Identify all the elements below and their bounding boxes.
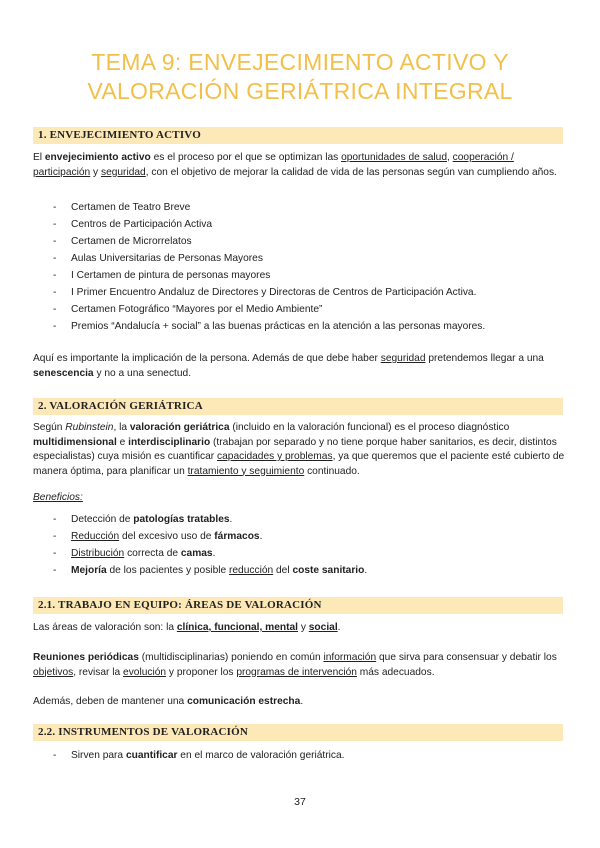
section-heading-2: 2. VALORACIÓN GERIÁTRICA: [33, 398, 563, 415]
list-item: - I Primer Encuentro Andaluz de Directores y Directoras de Centros de Participación Activa.: [33, 284, 565, 301]
section-2-paragraph: Según Rubinstein, la valoración geriátrica (incluido en la valoración funcional) es el proceso diagnóstico multidimensional e interdisciplinario (trabajan por separado y no tiene porque haber sanitarios, es decir, distintos especialistas) cuya misión es cuantificar capacidades y problemas, ya que queremos que el paciente esté cubierto de manera óptima, para planificar un tratamiento y seguimiento continuado.: [33, 422, 565, 477]
list-item: - Certamen Fotográfico “Mayores por el Medio Ambiente”: [33, 301, 565, 318]
section-1-paragraph: El envejecimiento activo es el proceso por el que se optimizan las oportunidades de salud, cooperación / participación y seguridad, con el objetivo de mejorar la calidad de vida de las personas según van cumpliendo años.: [33, 152, 557, 178]
list-item: - Reducción del excesivo uso de fármacos.: [33, 528, 565, 545]
section-2-1-paragraph-2: Reuniones periódicas (multidisciplinarias) poniendo en común información que sirva para consensuar y debatir los objetivos, revisar la evolución y proponer los programas de intervención más adecuados.: [33, 652, 557, 678]
title-line-2: VALORACIÓN GERIÁTRICA INTEGRAL: [87, 78, 513, 104]
section-heading-2-1: 2.1. TRABAJO EN EQUIPO: ÁREAS DE VALORACIÓN: [33, 597, 563, 614]
page-title: [0, 48, 600, 106]
benefits-label: Beneficios:: [33, 492, 83, 503]
activities-list: [33, 199, 565, 335]
page-number: 37: [294, 796, 306, 808]
list-item: - I Certamen de pintura de personas mayores: [33, 267, 565, 284]
list-item: - Distribución correcta de camas.: [33, 545, 565, 562]
section-heading-1: 1. ENVEJECIMIENTO ACTIVO: [33, 127, 563, 144]
list-item: - Certamen de Microrrelatos: [33, 233, 565, 250]
list-item: - Aulas Universitarias de Personas Mayores: [33, 250, 565, 267]
section-2-1-paragraph-3: Además, deben de mantener una comunicación estrecha.: [33, 696, 304, 707]
section-2-1-paragraph-1: Las áreas de valoración son: la clínica, funcional, mental y social.: [33, 622, 341, 633]
instruments-list: [33, 747, 565, 764]
list-item: - Detección de patologías tratables.: [33, 511, 565, 528]
list-item: - Mejoría de los pacientes y posible reducción del coste sanitario.: [33, 562, 565, 579]
list-item: - Sirven para cuantificar en el marco de valoración geriátrica.: [33, 747, 565, 764]
benefits-list: [33, 511, 565, 579]
list-item: - Centros de Participación Activa: [33, 216, 565, 233]
section-1-paragraph-2: Aquí es importante la implicación de la persona. Además de que debe haber seguridad pretendemos llegar a una senescencia y no a una senectud.: [33, 353, 544, 379]
section-heading-2-2: 2.2. INSTRUMENTOS DE VALORACIÓN: [33, 724, 563, 741]
list-item: - Certamen de Teatro Breve: [33, 199, 565, 216]
list-item: - Premios “Andalucía + social” a las buenas prácticas en la atención a las personas mayores.: [33, 318, 565, 335]
title-line-1: TEMA 9: ENVEJECIMIENTO ACTIVO Y: [91, 49, 509, 75]
